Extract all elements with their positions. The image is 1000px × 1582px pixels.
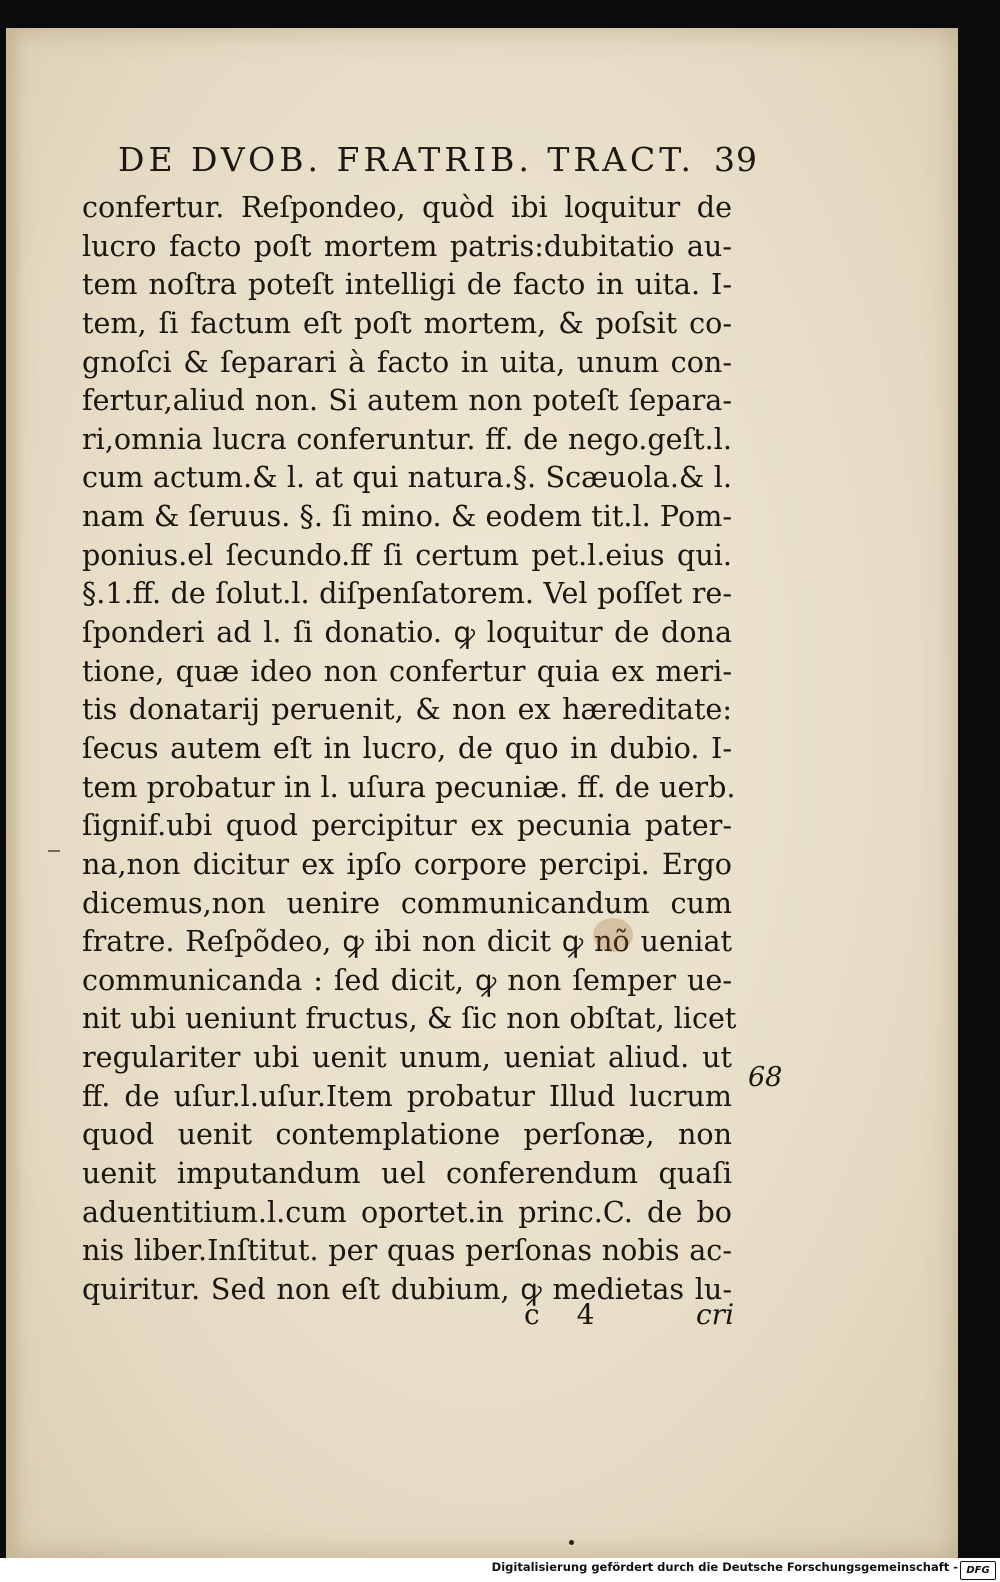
text-line: fertur,aliud non. Si autem non poteſt ſepara- <box>82 383 732 418</box>
margin-note: 68 <box>748 1062 783 1093</box>
margin-mark <box>48 850 60 852</box>
text-line: ri,omnia lucra conferuntur. ff. de nego.geſt.l. <box>82 421 732 456</box>
text-line: quod uenit contemplatione perſonæ, non <box>82 1117 732 1152</box>
text-line: dicemus,non uenire communicandum cum <box>82 885 732 920</box>
text-line: ff. de uſur.l.uſur.Item probatur Illud lucrum <box>82 1078 732 1113</box>
catchword: cri <box>696 1298 735 1331</box>
text-line: lucro facto poſt mortem patris:dubitatio au- <box>82 228 732 263</box>
text-line: aduentitium.l.cum oportet.in princ.C. de bo <box>82 1194 732 1229</box>
text-line: fratre. Reſpõdeo, ꝙ ibi non dicit ꝙ nõ ueniat <box>82 924 732 959</box>
page-gutter-shadow <box>6 28 22 1558</box>
text-line: tem probatur in l. uſura pecuniæ. ff. de uerb. <box>82 769 736 804</box>
text-line: ponius.el ſecundo.ff ſi certum pet.l.eius qui. <box>82 537 732 572</box>
text-line: nam & ſeruus. §. ſi mino. & eodem tit.l. Pom- <box>82 499 732 534</box>
text-line: regulariter ubi uenit unum, ueniat aliud. ut <box>82 1040 732 1075</box>
text-line: nis liber.Inſtitut. per quas perſonas nobis ac- <box>82 1233 732 1268</box>
text-line: uenit imputandum uel conferendum quaſi <box>82 1156 732 1191</box>
text-line: confertur. Reſpondeo, quòd ibi loquitur de <box>82 190 732 224</box>
paper-stain <box>593 918 633 952</box>
body-text <box>82 188 737 1309</box>
paper-speck <box>569 1540 574 1545</box>
digitization-footer <box>0 1558 1000 1582</box>
text-line: ſponderi ad l. ſi donatio. ꝙ loquitur de dona <box>82 615 732 650</box>
text-line: §.1.ff. de ſolut.l. diſpenſatorem. Vel poſſet re- <box>82 576 732 611</box>
book-page <box>6 28 958 1558</box>
folio-number: 39 <box>714 140 758 179</box>
signature-mark: c 4 <box>524 1298 609 1331</box>
text-line: nit ubi ueniunt fructus, & ſic non obſtat, licet <box>82 1001 737 1036</box>
footer-credit: Digitalisierung gefördert durch die Deutsche Forschungsgemeinschaft - <box>491 1560 958 1574</box>
text-line: quiritur. Sed non eſt dubium, ꝙ medietas lu- <box>82 1271 732 1306</box>
text-line: tione, quæ ideo non confertur quia ex meri- <box>82 653 732 688</box>
running-title: DE DVOB. FRATRIB. TRACT. <box>118 140 695 179</box>
text-line: na,non dicitur ex ipſo corpore percipi. Ergo <box>82 846 732 881</box>
running-head <box>118 140 758 184</box>
text-line: tem, ſi factum eſt poſt mortem, & poſsit co- <box>82 305 732 340</box>
text-line: cum actum.& l. at qui natura.§. Scæuola.& l. <box>82 460 732 495</box>
text-line: tis donatarij peruenit, & non ex hæreditate: <box>82 692 732 727</box>
text-line: gnoſci & ſeparari à facto in uita, unum con- <box>82 344 732 379</box>
text-line: communicanda : ſed dicit, ꝙ non ſemper ue- <box>82 962 732 997</box>
dfg-logo: DFG <box>960 1561 996 1580</box>
text-line: tem noſtra poteſt intelligi de facto in uita. I- <box>82 267 732 302</box>
text-line: ſignif.ubi quod percipitur ex pecunia pater- <box>82 808 732 843</box>
text-line: ſecus autem eſt in lucro, de quo in dubio. I- <box>82 730 732 765</box>
